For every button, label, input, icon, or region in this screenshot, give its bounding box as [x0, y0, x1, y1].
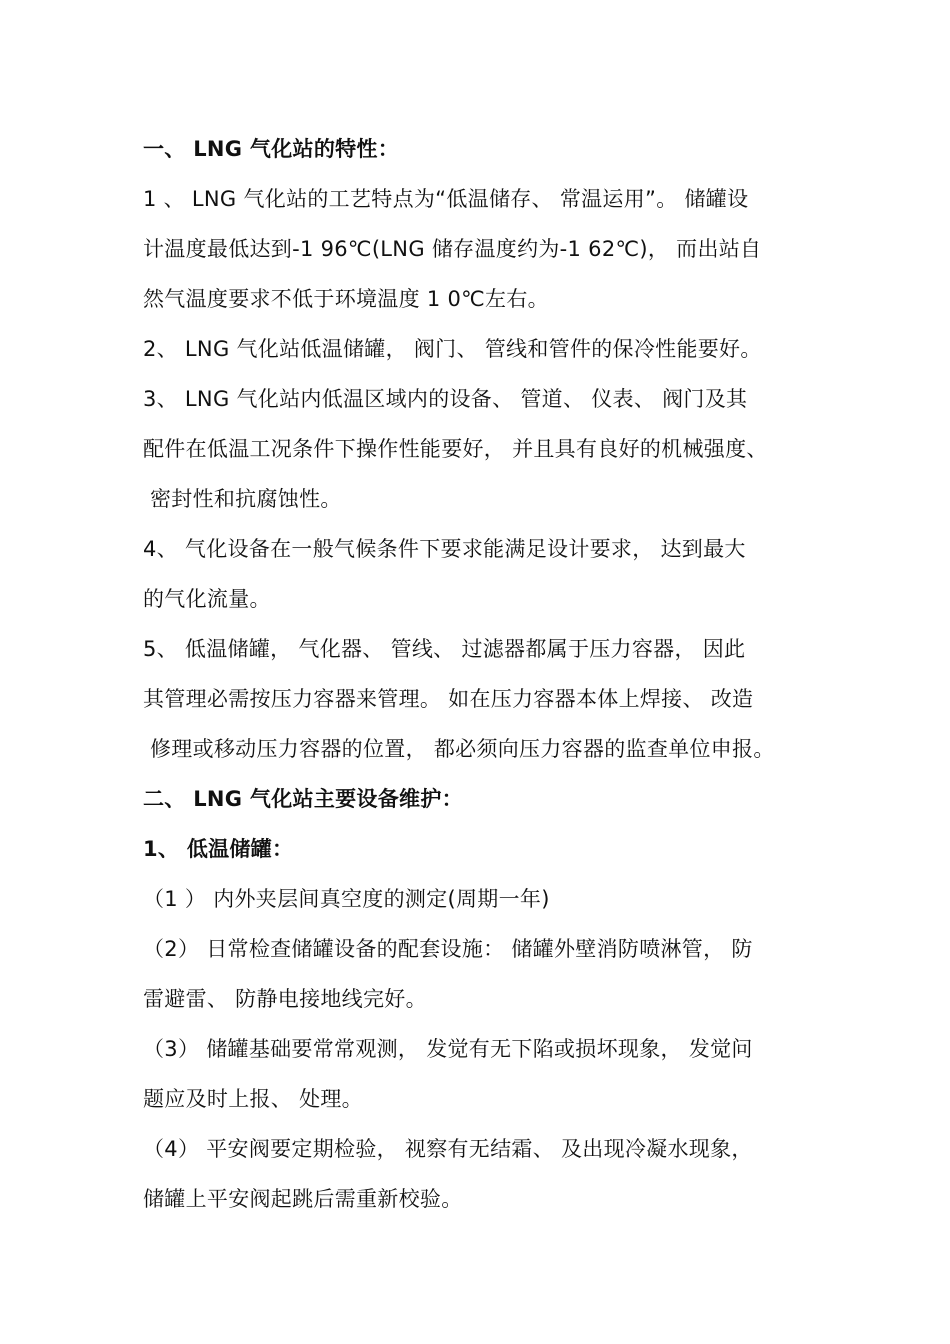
- subsection-heading: 1、 低温储罐：: [143, 837, 294, 861]
- paragraph-line: 配件在低温工况条件下操作性能要好， 并且具有良好的机械强度、: [143, 437, 768, 461]
- paragraph-line: 5、 低温储罐， 气化器、 管线、 过滤器都属于压力容器， 因此: [143, 637, 746, 661]
- list-item: （4） 平安阀要定期检验， 视察有无结霜、 及出现冷凝水现象，: [143, 1137, 753, 1161]
- paragraph-line: 密封性和抗腐蚀性。: [143, 487, 342, 511]
- paragraph-line: 储罐上平安阀起跳后需重新校验。: [143, 1187, 463, 1211]
- section-heading-2: 二、 LNG 气化站主要设备维护：: [143, 787, 463, 811]
- paragraph-line: 计温度最低达到-1 96℃(LNG 储存温度约为-1 62℃)， 而出站自: [143, 237, 762, 261]
- paragraph-line: 然气温度要求不低于环境温度 1 0℃左右。: [143, 287, 549, 311]
- list-item: （3） 储罐基础要常常观测， 发觉有无下陷或损坏现象， 发觉问: [143, 1037, 753, 1061]
- paragraph-line: 1 、 LNG 气化站的工艺特点为“低温储存、 常温运用”。 储罐设: [143, 187, 749, 211]
- paragraph-line: 2、 LNG 气化站低温储罐， 阀门、 管线和管件的保冷性能要好。: [143, 337, 762, 361]
- section-heading-1: 一、 LNG 气化站的特性：: [143, 137, 400, 161]
- paragraph-line: 4、 气化设备在一般气候条件下要求能满足设计要求， 达到最大: [143, 537, 746, 561]
- paragraph-line: 3、 LNG 气化站内低温区域内的设备、 管道、 仪表、 阀门及其: [143, 387, 748, 411]
- paragraph-line: 修理或移动压力容器的位置， 都必须向压力容器的监查单位申报。: [143, 737, 775, 761]
- list-item: （1 ） 内外夹层间真空度的测定(周期一年): [143, 887, 550, 911]
- paragraph-line: 雷避雷、 防静电接地线完好。: [143, 987, 427, 1011]
- list-item: （2） 日常检查储罐设备的配套设施： 储罐外壁消防喷淋管， 防: [143, 937, 753, 961]
- paragraph-line: 的气化流量。: [143, 587, 271, 611]
- paragraph-line: 题应及时上报、 处理。: [143, 1087, 363, 1111]
- paragraph-line: 其管理必需按压力容器来管理。 如在压力容器本体上焊接、 改造: [143, 687, 754, 711]
